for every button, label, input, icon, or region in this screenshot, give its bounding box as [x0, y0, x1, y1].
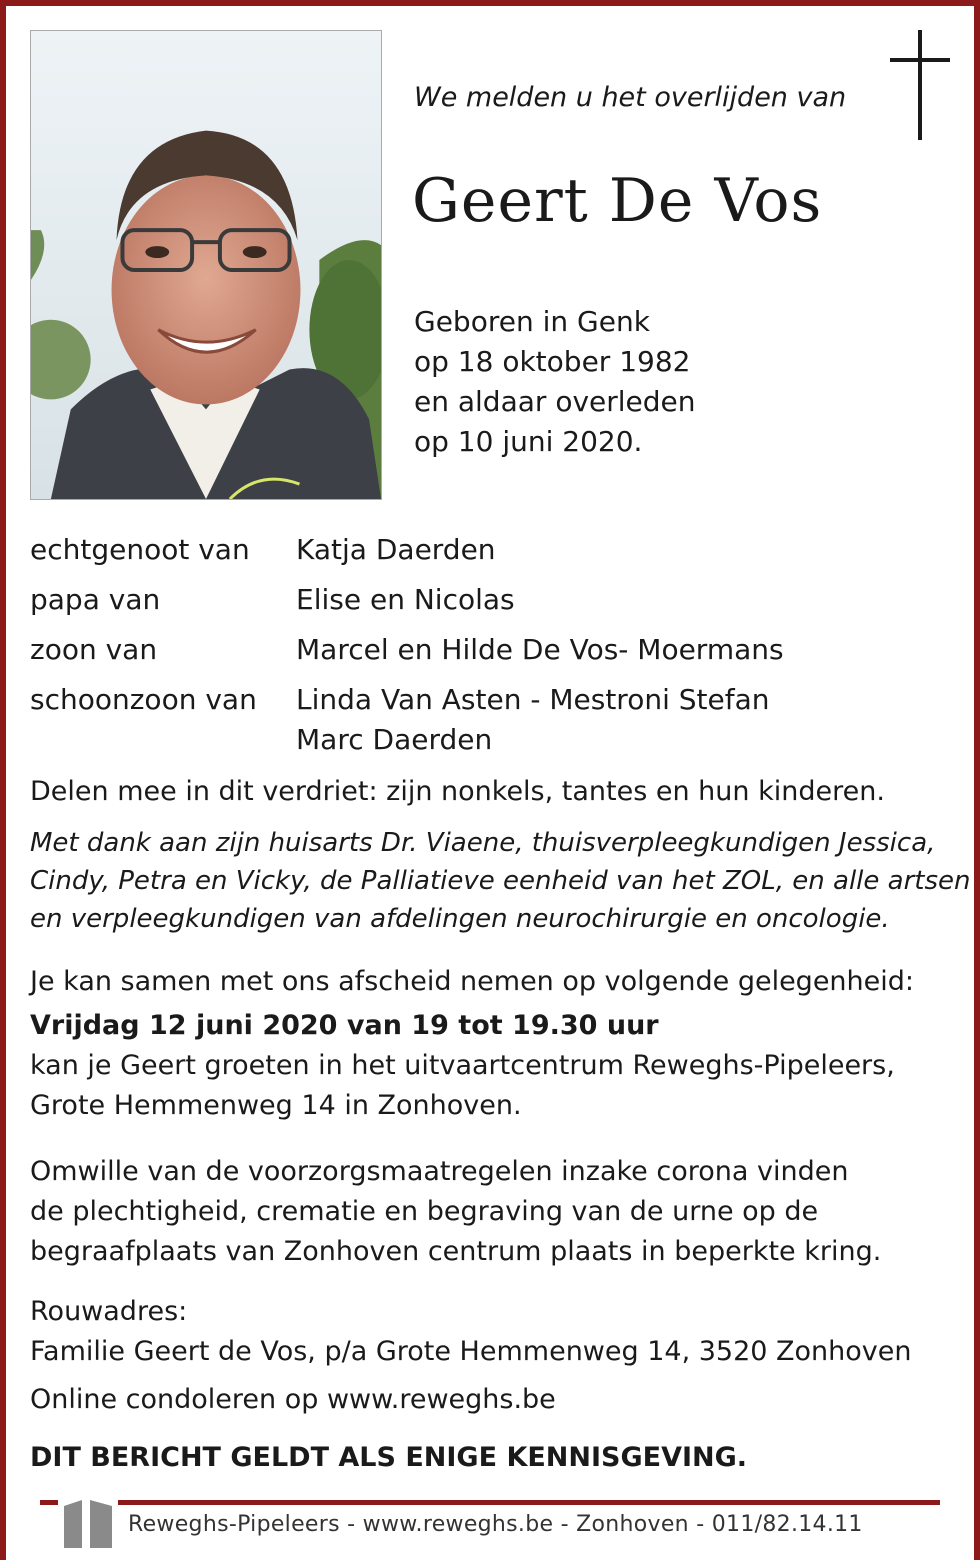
relation-name: Marc Daerden [296, 723, 493, 756]
mourning-address [30, 1292, 912, 1372]
relation-row [30, 630, 784, 670]
birth-details [414, 302, 696, 462]
farewell-intro: Je kan samen met ons afscheid nemen op volgende gelegenheid: [30, 966, 914, 997]
address-line: Familie Geert de Vos, p/a Grote Hemmenweg 14, 3520 Zonhoven [30, 1336, 912, 1367]
birth-line: Geboren in Genk [414, 305, 650, 338]
footer-contact: Reweghs-Pipeleers - www.reweghs.be - Zonhoven - 011/82.14.11 [128, 1512, 863, 1537]
relation-value [296, 530, 496, 570]
relation-value [296, 580, 515, 620]
relation-label: zoon van [30, 633, 158, 666]
relation-row [30, 530, 784, 570]
relation-label: echtgenoot van [30, 533, 250, 566]
relation-row [30, 680, 784, 760]
relation-value [296, 680, 769, 760]
deceased-name: Geert De Vos [412, 166, 823, 236]
birth-line: op 10 juni 2020. [414, 425, 643, 458]
online-condolence: Online condoleren op www.reweghs.be [30, 1384, 556, 1415]
footer-divider [40, 1500, 940, 1505]
farewell-section [30, 962, 914, 1126]
thanks-line: en verpleegkundigen van afdelingen neurochirurgie en oncologie. [30, 904, 890, 934]
thanks-line: Cindy, Petra en Vicky, de Palliatieve eenheid van het ZOL, en alle artsen [30, 866, 971, 896]
corona-line: begraafplaats van Zonhoven centrum plaats in beperkte kring. [30, 1236, 882, 1267]
relation-label: papa van [30, 583, 161, 616]
thanks-line: Met dank aan zijn huisarts Dr. Viaene, thuisverpleegkundigen Jessica, [30, 828, 936, 858]
relation-row [30, 580, 784, 620]
relation-name: Katja Daerden [296, 533, 496, 566]
closing-statement: DIT BERICHT GELDT ALS ENIGE KENNISGEVING. [30, 1442, 748, 1473]
corona-notice [30, 1152, 881, 1272]
birth-line: op 18 oktober 1982 [414, 345, 691, 378]
relation-value [296, 630, 784, 670]
relation-name: Marcel en Hilde De Vos- Moermans [296, 633, 784, 666]
corona-line: de plechtigheid, crematie en begraving van de urne op de [30, 1196, 819, 1227]
farewell-line: kan je Geert groeten in het uitvaartcentrum Reweghs-Pipeleers, [30, 1050, 895, 1081]
funeral-home-logo-icon [58, 1490, 118, 1550]
intro-text: We melden u het overlijden van [414, 82, 847, 113]
sharing-text: Delen mee in dit verdriet: zijn nonkels, tantes en hun kinderen. [30, 776, 885, 807]
cross-icon [890, 30, 950, 140]
thanks-text [30, 824, 971, 938]
farewell-date: Vrijdag 12 juni 2020 van 19 tot 19.30 uur [30, 1010, 659, 1041]
farewell-line: Grote Hemmenweg 14 in Zonhoven. [30, 1090, 522, 1121]
relations-list [30, 530, 784, 770]
birth-line: en aldaar overleden [414, 385, 696, 418]
corona-line: Omwille van de voorzorgsmaatregelen inzake corona vinden [30, 1156, 849, 1187]
address-label: Rouwadres: [30, 1296, 188, 1327]
relation-name: Linda Van Asten - Mestroni Stefan [296, 683, 770, 716]
relation-name: Elise en Nicolas [296, 583, 515, 616]
relation-label: schoonzoon van [30, 683, 257, 716]
portrait-photo [30, 30, 382, 500]
